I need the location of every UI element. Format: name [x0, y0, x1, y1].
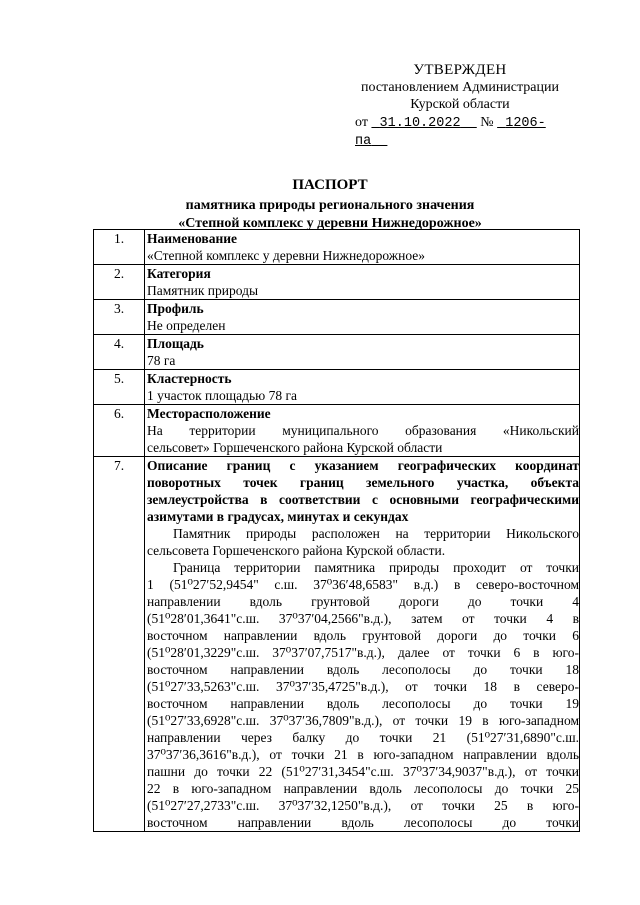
row-caption-line: землеустройства в соответствии с основными географическими: [147, 492, 579, 507]
passport-table: [93, 229, 580, 832]
approval-block: [345, 62, 575, 150]
paragraph-line: Памятник природы расположен на территории Никольского: [173, 526, 579, 541]
row-caption-line: азимутами в градусах, минутах и секундах: [147, 509, 409, 524]
table-row: [94, 335, 580, 370]
approval-line: постановлением Администрации: [361, 80, 559, 95]
paragraph-line: (51⁰27′33,6928"с.ш. 37⁰37′36,7809"в.д.), от точки 19 в юго-западном: [147, 713, 579, 728]
row-content: [145, 370, 580, 405]
row-number: 2.: [94, 265, 145, 300]
row-number: 1.: [94, 230, 145, 265]
approval-date: 31.10.2022: [379, 116, 461, 131]
table-row: [94, 265, 580, 300]
paragraph-line: 1 (51⁰27′52,9454" с.ш. 37⁰36′48,6583" в.д.) в северо-восточном: [147, 577, 579, 592]
row-caption: Профиль: [147, 301, 204, 316]
row-content: [145, 405, 580, 457]
table-row: [94, 230, 580, 265]
row-content: [145, 230, 580, 265]
table-row: [94, 405, 580, 457]
row-number: 5.: [94, 370, 145, 405]
paragraph-line: восточном направлении вдоль лесополосы до точки 18: [147, 662, 579, 677]
row-caption: Площадь: [147, 336, 204, 351]
paragraph-line: пашни до точки 22 (51⁰27′31,3454"с.ш. 37⁰37′34,9037"в.д.), от точки: [147, 764, 579, 779]
table-row: [94, 300, 580, 335]
table-row: [94, 457, 580, 832]
row-caption: Наименование: [147, 231, 237, 246]
row-value: Не определен: [147, 318, 226, 333]
paragraph-line: (51⁰27′27,2733"с.ш. 37⁰37′32,1250"в.д.), от точки 25 в юго-: [147, 798, 579, 813]
table-row: [94, 370, 580, 405]
row-caption: Категория: [147, 266, 211, 281]
paragraph-line: 37⁰37′36,3616"в.д.), от точки 21 в юго-западном направлении вдоль: [147, 747, 579, 762]
row-number: 4.: [94, 335, 145, 370]
paragraph-line: восточном направлении вдоль грунтовой дороги до точки 6: [147, 628, 579, 643]
row-caption-line: поворотных точек границ земельного участка, объекта: [147, 475, 579, 490]
paragraph-line: 22 в юго-западном направлении вдоль лесополосы до точки 25: [147, 781, 579, 796]
row-content: [145, 265, 580, 300]
row-value: 78 га: [147, 353, 176, 368]
paragraph-line: восточном направлении вдоль лесополосы до точки 19: [147, 696, 579, 711]
approval-line: Курской области: [410, 97, 510, 112]
paragraph-line: восточном направлении вдоль лесополосы до точки: [147, 815, 579, 830]
row-caption: Кластерность: [147, 371, 232, 386]
row-caption-line: Описание границ с указанием географических координат: [147, 458, 579, 473]
row-number: 7.: [94, 457, 145, 832]
row-value-line: На территории муниципального образования «Никольский: [147, 423, 579, 438]
paragraph-line: (51⁰27′33,5263"с.ш. 37⁰37′35,4725"в.д.), от точки 18 в северо-: [147, 679, 579, 694]
approval-title: УТВЕРЖДЕН: [413, 62, 507, 78]
document-subtitle: памятника природы регионального значения: [185, 198, 475, 213]
number-prefix: №: [480, 115, 494, 130]
row-content: [145, 457, 580, 832]
row-value: «Степной комплекс у деревни Нижнедорожное»: [147, 248, 425, 263]
paragraph-line: (51⁰28′01,3229"с.ш. 37⁰37′07,7517"в.д.), далее от точки 6 в юго-: [147, 645, 579, 660]
row-value-line: сельсовет» Горшеченского района Курской области: [147, 440, 443, 455]
date-prefix: от: [355, 115, 368, 130]
row-content: [145, 335, 580, 370]
paragraph-line: направлении вдоль грунтовой дороги до точки 4: [147, 594, 579, 609]
paragraph-line: сельсовета Горшеченского района Курской области.: [147, 543, 446, 558]
document-title: ПАСПОРТ: [292, 177, 368, 193]
paragraph-line: Граница территории памятника природы проходит от точки: [173, 560, 579, 575]
document-heading: [120, 176, 540, 233]
paragraph-line: (51⁰28′01,3641"с.ш. 37⁰37′04,2566"в.д.), затем от точки 4 в: [147, 611, 579, 626]
row-caption: Месторасположение: [147, 406, 271, 421]
row-value: 1 участок площадью 78 га: [147, 388, 298, 403]
row-number: 3.: [94, 300, 145, 335]
row-number: 6.: [94, 405, 145, 457]
approval-date-number: [345, 114, 575, 150]
row-value: Памятник природы: [147, 283, 259, 298]
row-content: [145, 300, 580, 335]
document-object-name: «Степной комплекс у деревни Нижнедорожное»: [178, 216, 482, 231]
paragraph-line: направлении через балку до точки 21 (51⁰27′31,6890"с.ш.: [147, 730, 579, 745]
approval-number: 1206-па: [355, 116, 546, 149]
